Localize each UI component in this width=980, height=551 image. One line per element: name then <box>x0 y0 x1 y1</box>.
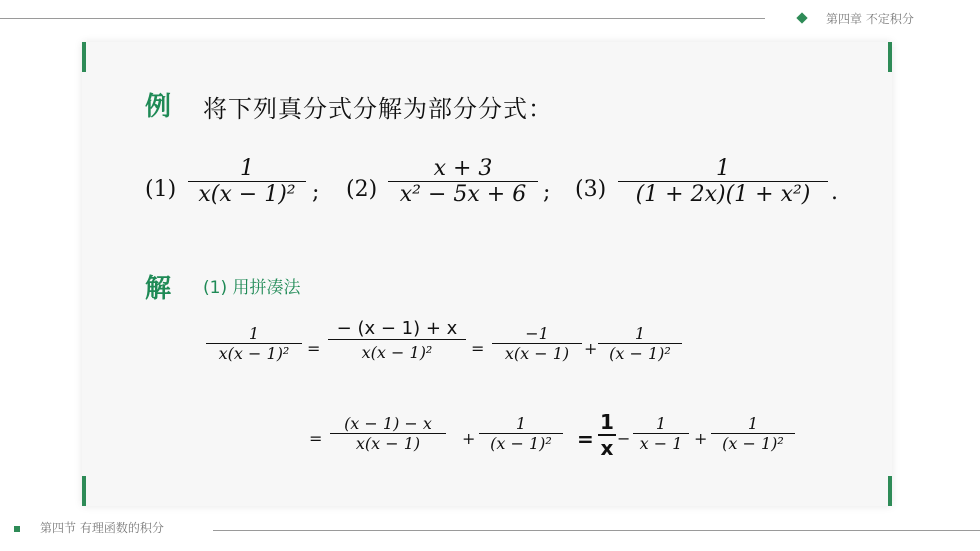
reciprocal-fraction <box>598 410 616 460</box>
fraction-numerator: 1 <box>716 156 730 181</box>
fraction-denominator: (1 + 2x)(1 + x²) <box>635 182 811 208</box>
fraction-denominator: (x − 1)² <box>722 434 784 454</box>
corner-bracket-bottom-left <box>82 476 86 506</box>
combined-fraction <box>330 414 446 453</box>
separator: ; <box>312 180 320 205</box>
fraction-numerator: 1 <box>600 410 614 434</box>
fraction-denominator: x(x − 1)² <box>361 343 433 363</box>
problem-index: (2) <box>346 177 378 202</box>
split-fraction-2 <box>598 324 682 363</box>
fraction-denominator: x(x − 1)² <box>198 182 296 208</box>
fraction-numerator: 1 <box>655 414 667 433</box>
fraction-denominator: (x − 1)² <box>609 344 671 364</box>
fraction-denominator: x(x − 1) <box>355 434 421 454</box>
plus-sign: + <box>694 429 708 448</box>
fraction-numerator: 1 <box>240 156 254 181</box>
equals-sign: = <box>309 429 323 448</box>
fraction-numerator: − (x − 1) + x <box>336 318 458 339</box>
chapter-title: 第四章 不定积分 <box>826 12 914 26</box>
fraction-denominator: x − 1 <box>639 434 683 454</box>
fraction-numerator: 1 <box>248 324 260 343</box>
square-fraction-2 <box>711 414 795 453</box>
fraction-denominator: x² − 5x + 6 <box>399 182 527 208</box>
rewrite-fraction <box>328 318 466 362</box>
plus-sign: + <box>462 429 476 448</box>
plus-sign: + <box>584 339 598 358</box>
problem-index: (3) <box>575 177 607 202</box>
fraction-numerator: x + 3 <box>433 156 493 181</box>
corner-bracket-top-left <box>82 42 86 72</box>
example-statement: 将下列真分式分解为部分分式： <box>203 95 553 123</box>
fraction-numerator: 1 <box>747 414 759 433</box>
problem-index: (1) <box>145 177 177 202</box>
fraction-numerator: −1 <box>525 324 549 343</box>
example-label: 例 <box>145 92 172 122</box>
separator: ; <box>543 180 551 205</box>
header-rule <box>0 18 765 19</box>
equals-sign: = <box>471 339 485 358</box>
footer-rule <box>213 530 980 531</box>
linear-fraction <box>633 414 689 453</box>
fraction-denominator: x <box>600 436 614 460</box>
fraction-denominator: x(x − 1)² <box>218 344 290 364</box>
corner-bracket-top-right <box>888 42 892 72</box>
square-fraction <box>479 414 563 453</box>
section-title: 第四节 有理函数的积分 <box>40 521 164 535</box>
equals-sign: = <box>307 339 321 358</box>
lhs-fraction <box>206 324 302 363</box>
equals-sign: = <box>577 427 594 451</box>
fraction-numerator: (x − 1) − x <box>344 414 432 433</box>
problem-fraction <box>388 156 538 207</box>
diamond-icon <box>796 12 807 23</box>
fraction-denominator: (x − 1)² <box>490 434 552 454</box>
corner-bracket-bottom-right <box>888 476 892 506</box>
minus-sign: − <box>617 429 631 448</box>
fraction-bar <box>328 339 466 340</box>
solution-label: 解 <box>145 274 172 304</box>
problem-fraction <box>188 156 306 207</box>
problem-fraction <box>618 156 828 207</box>
fraction-numerator: 1 <box>634 324 646 343</box>
square-bullet-icon <box>14 526 20 532</box>
split-fraction-1 <box>492 324 582 363</box>
fraction-numerator: 1 <box>515 414 527 433</box>
solution-method: (1) 用拼凑法 <box>203 278 301 298</box>
fraction-denominator: x(x − 1) <box>504 344 570 364</box>
separator: . <box>831 180 838 205</box>
